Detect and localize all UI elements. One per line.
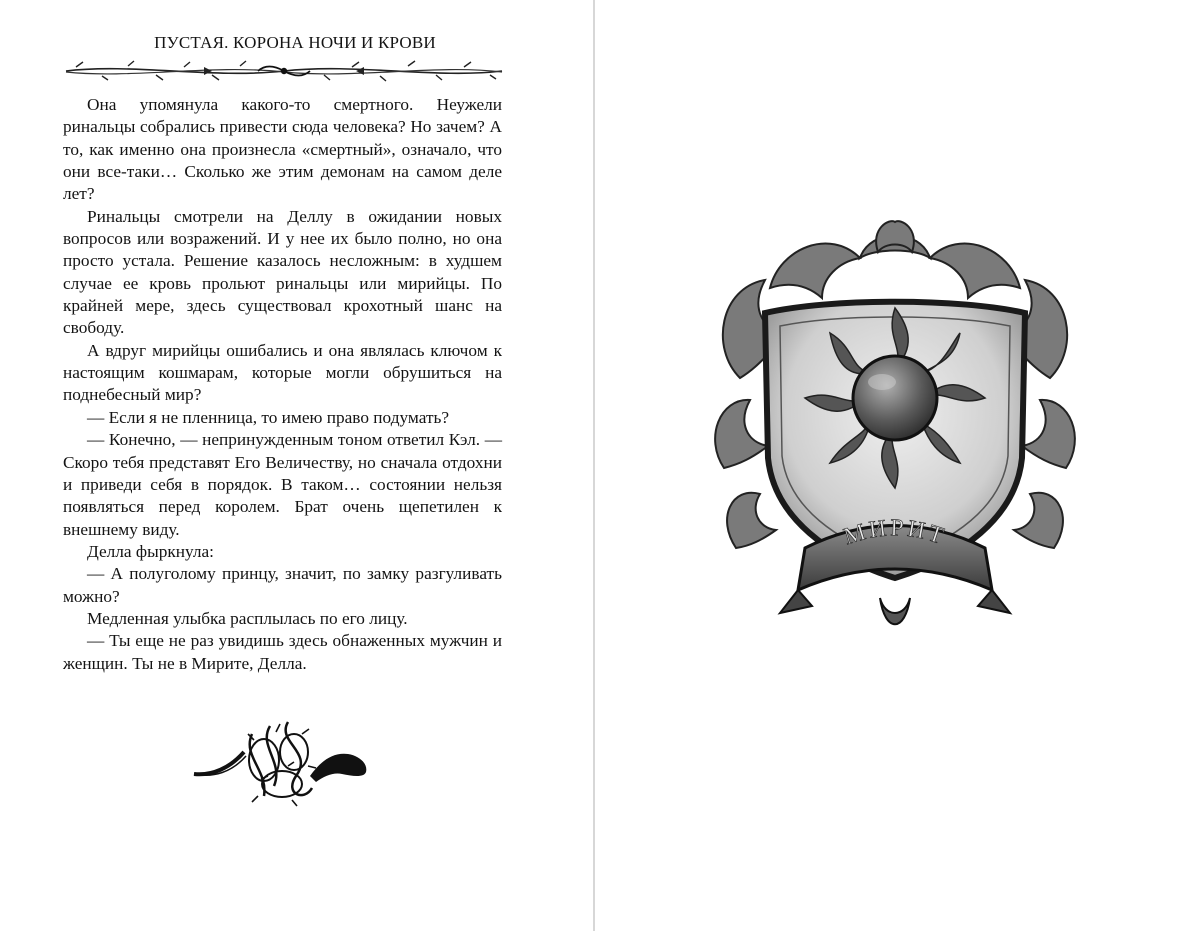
paragraph: — А полуголому принцу, значит, по замку разгуливать можно? (63, 564, 502, 606)
paragraph: Она упомянула какого-то смертного. Неужели ринальцы собрались привести сюда человека? Но зачем? А то, как именно она произнесла «смертный», означало, что они все-таки… Сколько же этим демонам на самом деле лет? (63, 95, 502, 204)
running-head: ПУСТАЯ. КОРОНА НОЧИ И КРОВИ (154, 33, 436, 52)
paragraph: — Конечно, — непринужденным тоном ответил Кэл. — Скоро тебя представят Его Величеству, но сначала отдохни и приведи себя в порядок. В таком… состоянии нельзя появляться перед королем. Брат очень щепетилен к внешнему виду. (63, 430, 502, 539)
thorn-knot-ornament-icon (192, 716, 372, 808)
paragraph: Делла фыркнула: (87, 541, 214, 561)
paragraph: А вдруг мирийцы ошибались и она являлась ключом к настоящим кошмарам, которые могли обрушиться на поднебесный мир? (63, 340, 502, 405)
paragraph: Медленная улыбка расплылась по его лицу. (87, 608, 408, 628)
paragraph: Ринальцы смотрели на Деллу в ожидании новых вопросов или возражений. И у нее их было полно, но она просто устала. Решение казалось несложным: в худшем случае ее кровь прольют ринальцы или мирийцы. По крайней мере, здесь существовал крохотный шанс на свободу. (63, 206, 502, 338)
crest-banner-text: МИРИТ (840, 515, 950, 551)
right-page (595, 0, 1188, 931)
body-text (63, 94, 502, 675)
left-page (0, 0, 593, 931)
paragraph: — Если я не пленница, то имею право подумать? (87, 407, 450, 427)
sun-crest-icon (710, 218, 1080, 643)
thorn-vine-divider-icon (62, 60, 506, 82)
paragraph: — Ты еще не раз увидишь здесь обнаженных мужчин и женщин. Ты не в Мирите, Делла. (63, 631, 502, 673)
